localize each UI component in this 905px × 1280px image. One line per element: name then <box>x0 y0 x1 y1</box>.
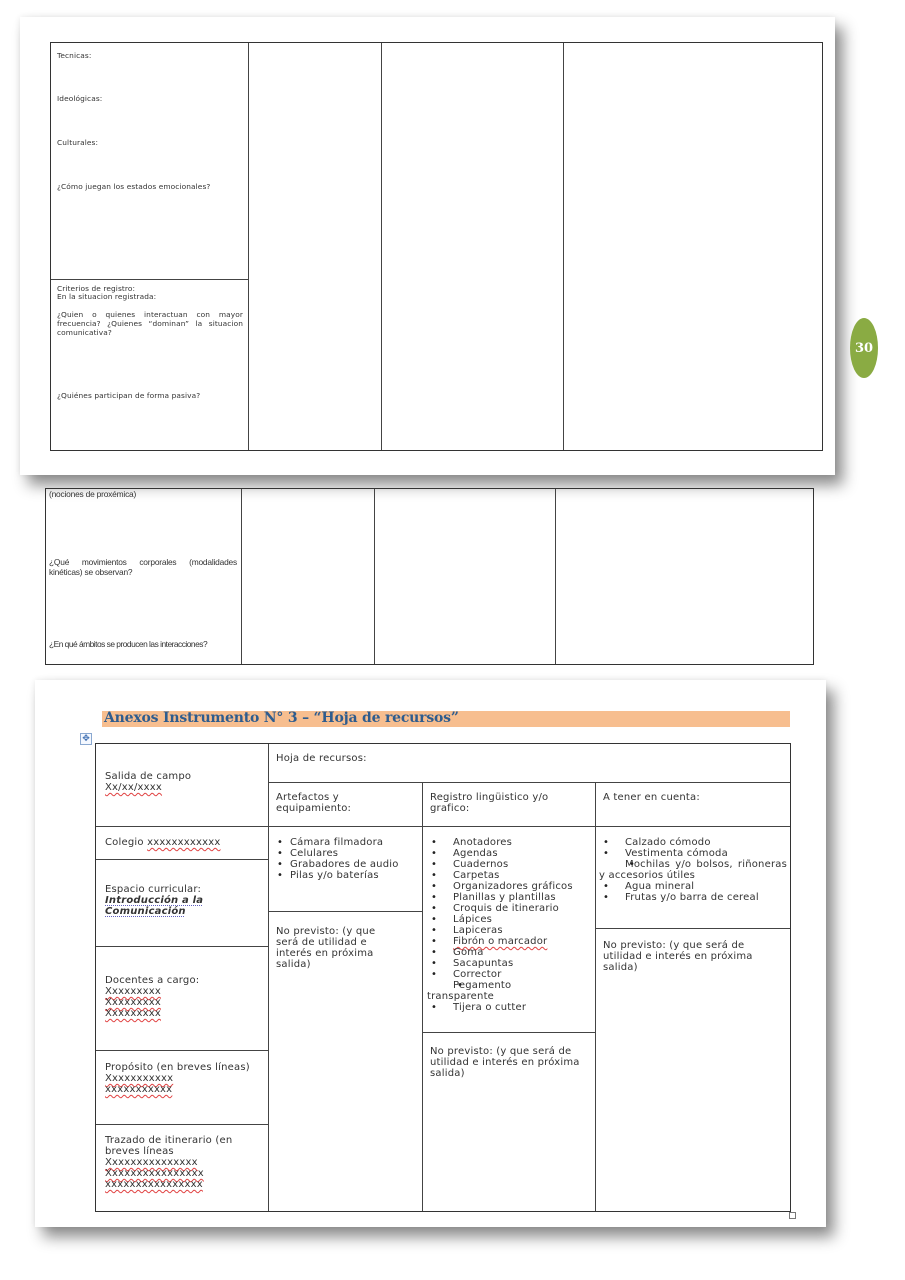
list-item: • Grabadores de audio <box>274 859 420 870</box>
header-artefactos: Artefactos y equipamiento: <box>276 792 352 814</box>
column-divider <box>241 489 242 664</box>
list-item: • Agendas <box>427 848 593 859</box>
docente-3: Xxxxxxxxx <box>105 1008 161 1019</box>
list-registro <box>427 837 593 1013</box>
docente-1: Xxxxxxxxx <box>105 986 161 997</box>
list-item: • Agua mineral <box>599 881 787 892</box>
column-divider <box>381 43 382 450</box>
cell-proposito <box>105 1062 255 1095</box>
list-item: • Frutas y/o barra de cereal <box>599 892 787 903</box>
question-ambitos-interacciones: ¿En qué ámbitos se producen las interacciones? <box>49 639 208 649</box>
trazado-line-1: Xxxxxxxxxxxxxxx <box>105 1157 198 1168</box>
no-previsto-registro: No previsto: (y que será de utilidad e interés en próxima salida) <box>430 1046 580 1079</box>
row-divider <box>96 826 790 827</box>
column-divider <box>248 43 249 450</box>
proxemica-text: (nociones de proxémica) <box>49 489 137 499</box>
list-item: • Tijera o cutter <box>427 1002 593 1013</box>
question-estados-emocionales: ¿Cómo juegan los estados emocionales? <box>57 182 211 191</box>
proposito-line-1: Xxxxxxxxxxx <box>105 1073 174 1084</box>
list-item: • Planillas y plantillas <box>427 892 593 903</box>
row-divider <box>51 279 248 280</box>
list-item <box>427 936 593 947</box>
list-item: • Cámara filmadora <box>274 837 420 848</box>
salida-date: Xx/xx/xxxx <box>105 782 163 793</box>
list-item: • Goma <box>427 947 593 958</box>
header-registro: Registro lingüistico y/o grafico: <box>430 792 549 814</box>
annex-title: Anexos Instrumento N° 3 – “Hoja de recursos” <box>104 710 459 726</box>
list-item: • Pilas y/o baterías <box>274 870 420 881</box>
row-divider <box>595 928 790 929</box>
row-divider <box>96 1050 268 1051</box>
row-divider <box>96 859 268 860</box>
table-resize-handle[interactable] <box>789 1212 796 1219</box>
column-divider <box>374 489 375 664</box>
label-culturales: Culturales: <box>57 138 99 147</box>
cell-salida-de-campo <box>105 771 263 793</box>
cell-trazado-itinerario <box>105 1135 265 1190</box>
question-interaccion-frecuencia: ¿Quien o quienes interactuan con mayor frecuencia? ¿Quienes “dominan” la situacion comunicativa? <box>57 310 243 337</box>
column-divider <box>555 489 556 664</box>
trazado-line-3: xxxxxxxxxxxxxxxx <box>105 1179 203 1190</box>
list-item: • Lápices <box>427 914 593 925</box>
trazado-label: Trazado de itinerario (en breves líneas <box>105 1135 233 1157</box>
page-number-badge: 30 <box>850 318 878 378</box>
question-participacion-pasiva: ¿Quiénes participan de forma pasiva? <box>57 391 201 400</box>
column-divider <box>268 744 269 1211</box>
header-tener-en-cuenta: A tener en cuenta: <box>603 792 700 803</box>
question-movimientos-corporales: ¿Qué movimientos corporales (modalidades kinéticas) se observan? <box>49 557 237 577</box>
cell-docentes <box>105 975 265 1019</box>
table-move-handle-icon[interactable]: ✥ <box>80 733 92 745</box>
list-item: • Vestimenta cómoda <box>599 848 787 859</box>
column-divider <box>563 43 564 450</box>
label-ideologicas: Ideológicas: <box>57 94 103 103</box>
trazado-line-2: Xxxxxxxxxxxxxxxx <box>105 1168 204 1179</box>
label-tecnicas: Tecnicas: <box>57 51 92 60</box>
cell-colegio <box>105 837 265 848</box>
colegio-value: xxxxxxxxxxxx <box>147 837 221 848</box>
espacio-value: Introducción a la Comunicación <box>105 895 204 917</box>
row-divider <box>422 1032 595 1033</box>
observation-table-page1 <box>50 42 823 451</box>
label-criterios-registro: Criterios de registro: <box>57 284 136 293</box>
label-proxemica <box>49 489 237 499</box>
observation-table-continued <box>45 488 814 665</box>
header-hoja-de-recursos: Hoja de recursos: <box>276 753 367 764</box>
label-situacion-registrada: En la situacion registrada: <box>57 292 157 301</box>
colegio-label: Colegio <box>105 837 144 848</box>
list-item: • Lapiceras <box>427 925 593 936</box>
proposito-label: Propósito (en breves líneas) <box>105 1062 250 1073</box>
list-item: • Calzado cómodo <box>599 837 787 848</box>
list-item: • Mochilas y/o bolsos, riñoneras y accesorios útiles <box>599 859 787 881</box>
list-tener-en-cuenta <box>599 837 787 903</box>
list-item: • Corrector <box>427 969 593 980</box>
salida-label: Salida de campo <box>105 771 192 782</box>
column-divider <box>422 782 423 1211</box>
espacio-label: Espacio curricular: <box>105 884 202 895</box>
fibron-text: Fibrón o marcador <box>453 936 548 947</box>
row-divider <box>96 946 268 947</box>
no-previsto-tener: No previsto: (y que será de utilidad e interés en próxima salida) <box>603 940 753 973</box>
docente-2: Xxxxxxxxx <box>105 997 161 1008</box>
cell-espacio-curricular <box>105 884 265 917</box>
row-divider <box>268 782 790 783</box>
row-divider <box>96 1124 268 1125</box>
row-divider <box>268 911 422 912</box>
resources-table <box>95 743 791 1212</box>
list-item: • Carpetas <box>427 870 593 881</box>
proposito-line-2: xxxxxxxxxxx <box>105 1084 173 1095</box>
list-item: • Organizadores gráficos <box>427 881 593 892</box>
list-item: • Anotadores <box>427 837 593 848</box>
list-item: • Sacapuntas <box>427 958 593 969</box>
no-previsto-artefactos: No previsto: (y que será de utilidad e interés en próxima salida) <box>276 926 376 970</box>
list-artefactos <box>274 837 420 881</box>
column-divider <box>595 782 596 1211</box>
list-item: • Celulares <box>274 848 420 859</box>
docentes-label: Docentes a cargo: <box>105 975 200 986</box>
list-item: • Pegamento transparente <box>427 980 577 1002</box>
list-item: • Croquis de itinerario <box>427 903 593 914</box>
list-item: • Cuadernos <box>427 859 593 870</box>
